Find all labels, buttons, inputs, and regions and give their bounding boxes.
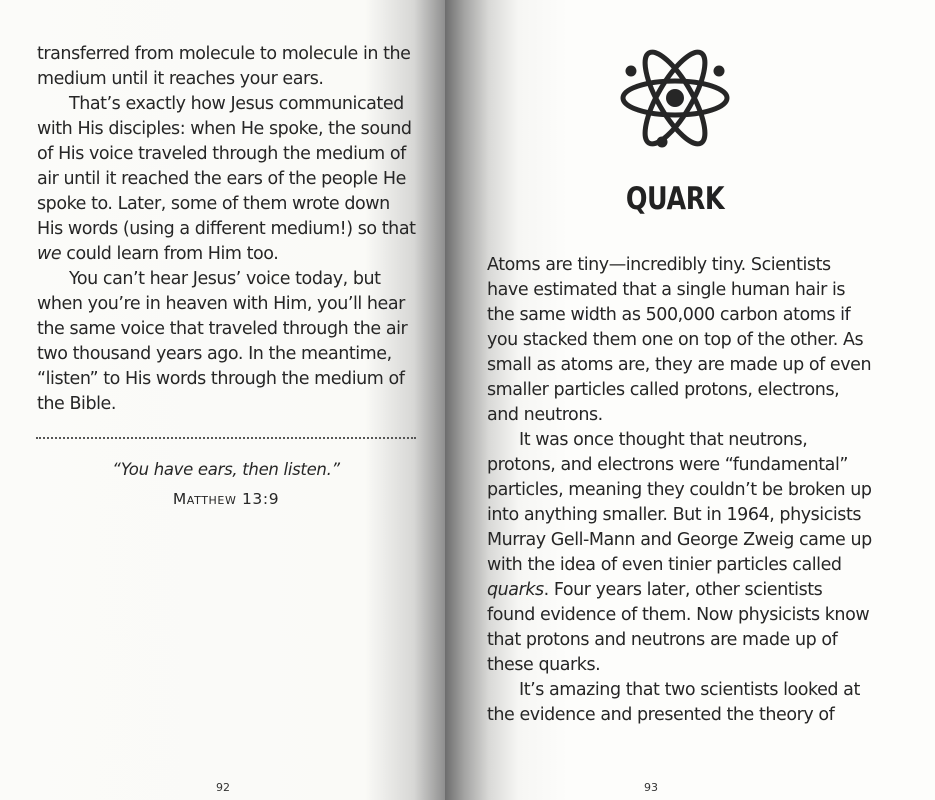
paragraph-text: could learn from Him too. bbox=[61, 244, 279, 264]
left-page bbox=[0, 0, 445, 800]
emphasis-we: we bbox=[37, 244, 62, 264]
emphasis-quarks: quarks bbox=[487, 580, 544, 600]
paragraph: Atoms are tiny—incredibly tiny. Scientists have estimated that a single human hair is the same width as 500,000 carbon atoms if you stacked them one on top of the other. As small as atoms are, they are made up of even smaller particles called protons, electrons, and neutrons. bbox=[487, 255, 872, 425]
paragraph-text: It was once thought that neutrons, protons, and electrons were “fundamental” particles, meaning they couldn’t be broken up into anything smaller. But in 1964, physicists Murray Gell-Mann and George Zweig came up with the idea of even tinier particles called bbox=[487, 430, 872, 575]
left-page-body bbox=[37, 42, 417, 417]
page-number: 93 bbox=[644, 781, 658, 794]
chapter-title: QUARK bbox=[625, 181, 725, 217]
atom-icon bbox=[615, 38, 735, 158]
page-number: 92 bbox=[216, 781, 230, 794]
scripture-reference: Matthew 13:9 bbox=[172, 490, 280, 508]
paragraph-text: . Four years later, other scientists found evidence of them. Now physicists know that protons and neutrons are made up of these quarks. bbox=[487, 580, 870, 675]
paragraph: transferred from molecule to molecule in the medium until it reaches your ears. bbox=[37, 44, 411, 89]
right-page bbox=[445, 0, 935, 800]
paragraph bbox=[37, 92, 417, 267]
right-page-body bbox=[487, 253, 872, 728]
paragraph bbox=[487, 428, 872, 678]
scripture-quote: “You have ears, then listen.” bbox=[112, 460, 340, 479]
paragraph: You can’t hear Jesus’ voice today, but when you’re in heaven with Him, you’ll hear the same voice that traveled through the air two thousand years ago. In the meantime, “listen” to His words through the medium of the Bible. bbox=[37, 269, 408, 414]
paragraph-text: That’s exactly how Jesus communicated with His disciples: when He spoke, the sound of His voice traveled through the medium of air until it reached the ears of the people He spoke to. Later, some of them wrote down His words (using a different medium!) so that bbox=[37, 94, 416, 239]
paragraph: It’s amazing that two scientists looked at the evidence and presented the theory of bbox=[487, 680, 860, 725]
dotted-divider bbox=[36, 437, 416, 439]
